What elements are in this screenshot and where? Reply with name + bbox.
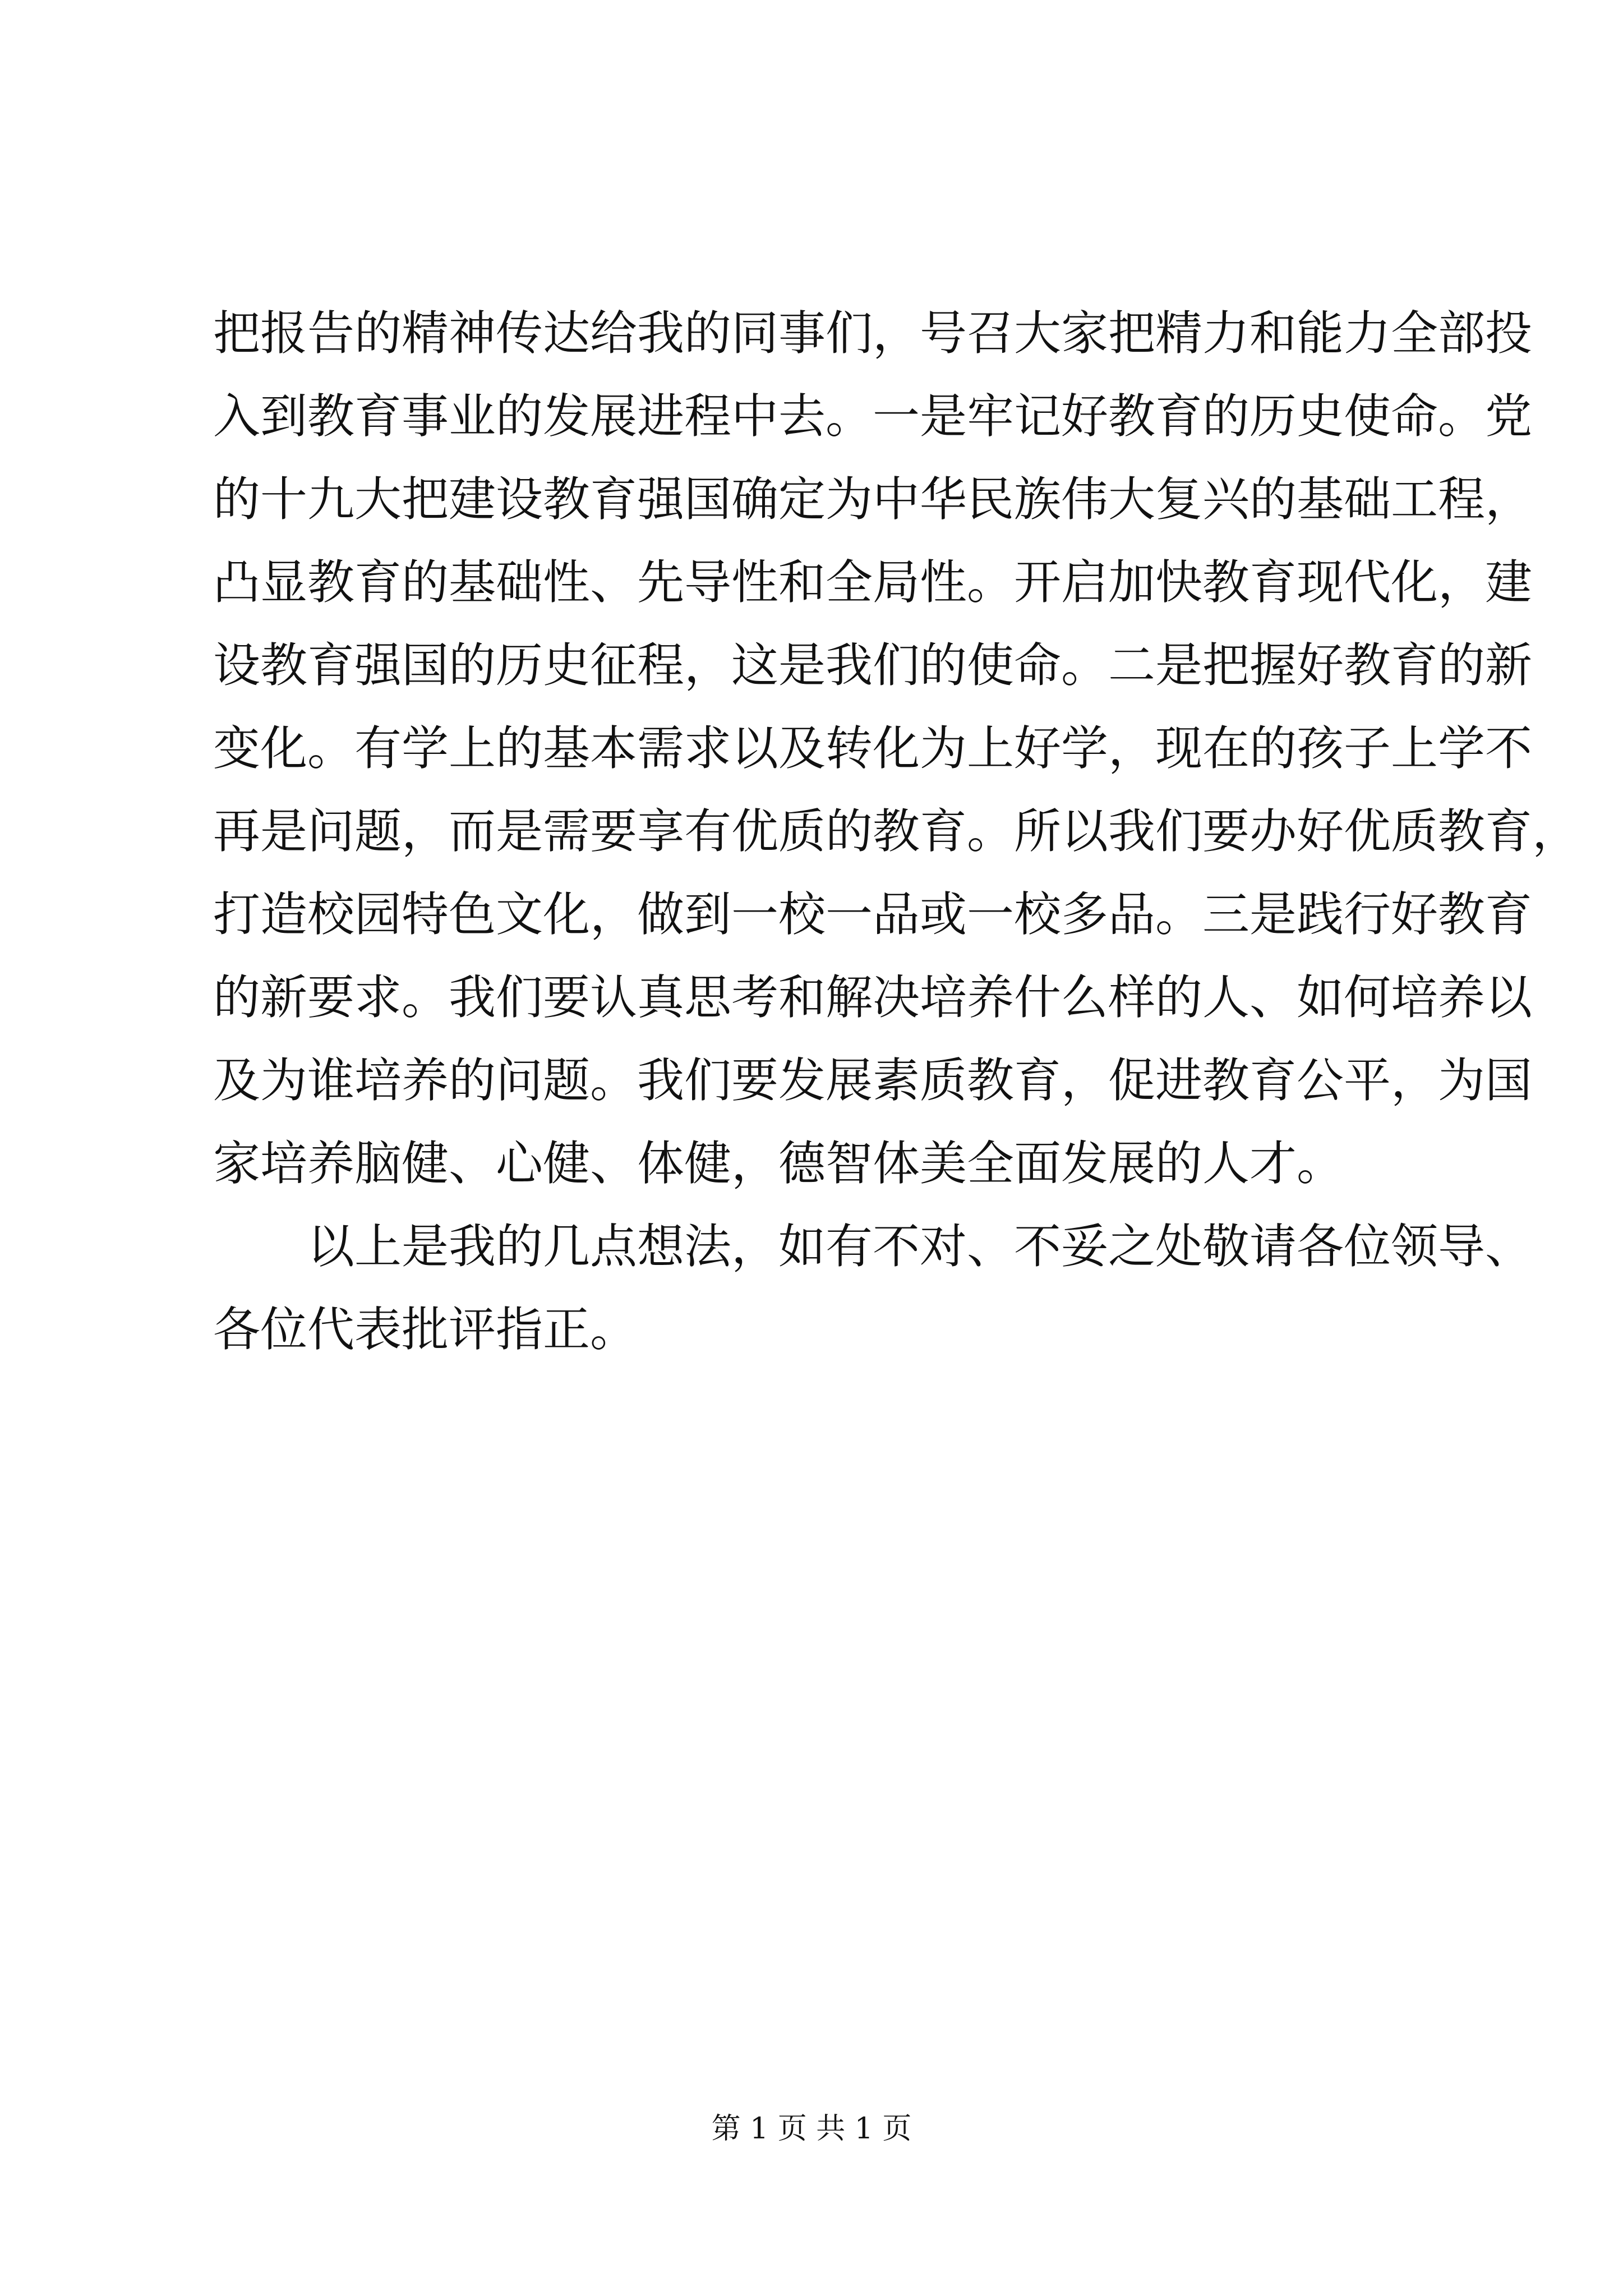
- body-line: 再是问题，而是需要享有优质的教育。所以我们要办好优质教育，: [213, 804, 1580, 859]
- body-line: 把报告的精神传达给我的同事们，号召大家把精力和能力全部投: [213, 306, 1533, 361]
- page-footer: 第 1 页 共 1 页: [711, 2112, 912, 2146]
- body-line: 以上是我的几点想法，如有不对、不妥之处敬请各位领导、: [307, 1219, 1533, 1274]
- body-line: 的十九大把建设教育强国确定为中华民族伟大复兴的基础工程，: [213, 472, 1533, 527]
- body-line: 设教育强国的历史征程，这是我们的使命。二是把握好教育的新: [213, 638, 1533, 693]
- body-line: 打造校园特色文化，做到一校一品或一校多品。三是践行好教育: [213, 887, 1533, 942]
- body-line: 家培养脑健、心健、体健，德智体美全面发展的人才。: [213, 1136, 1344, 1191]
- body-line: 及为谁培养的问题。我们要发展素质教育，促进教育公平，为国: [213, 1053, 1533, 1108]
- body-line: 各位代表批评指正。: [213, 1302, 638, 1357]
- body-line: 入到教育事业的发展进程中去。一是牢记好教育的历史使命。党: [213, 389, 1533, 444]
- document-body: [213, 292, 1580, 1371]
- body-line: 变化。有学上的基本需求以及转化为上好学，现在的孩子上学不: [213, 721, 1533, 776]
- body-line: 的新要求。我们要认真思考和解决培养什么样的人、如何培养以: [213, 970, 1533, 1025]
- body-line: 凸显教育的基础性、先导性和全局性。开启加快教育现代化，建: [213, 555, 1533, 610]
